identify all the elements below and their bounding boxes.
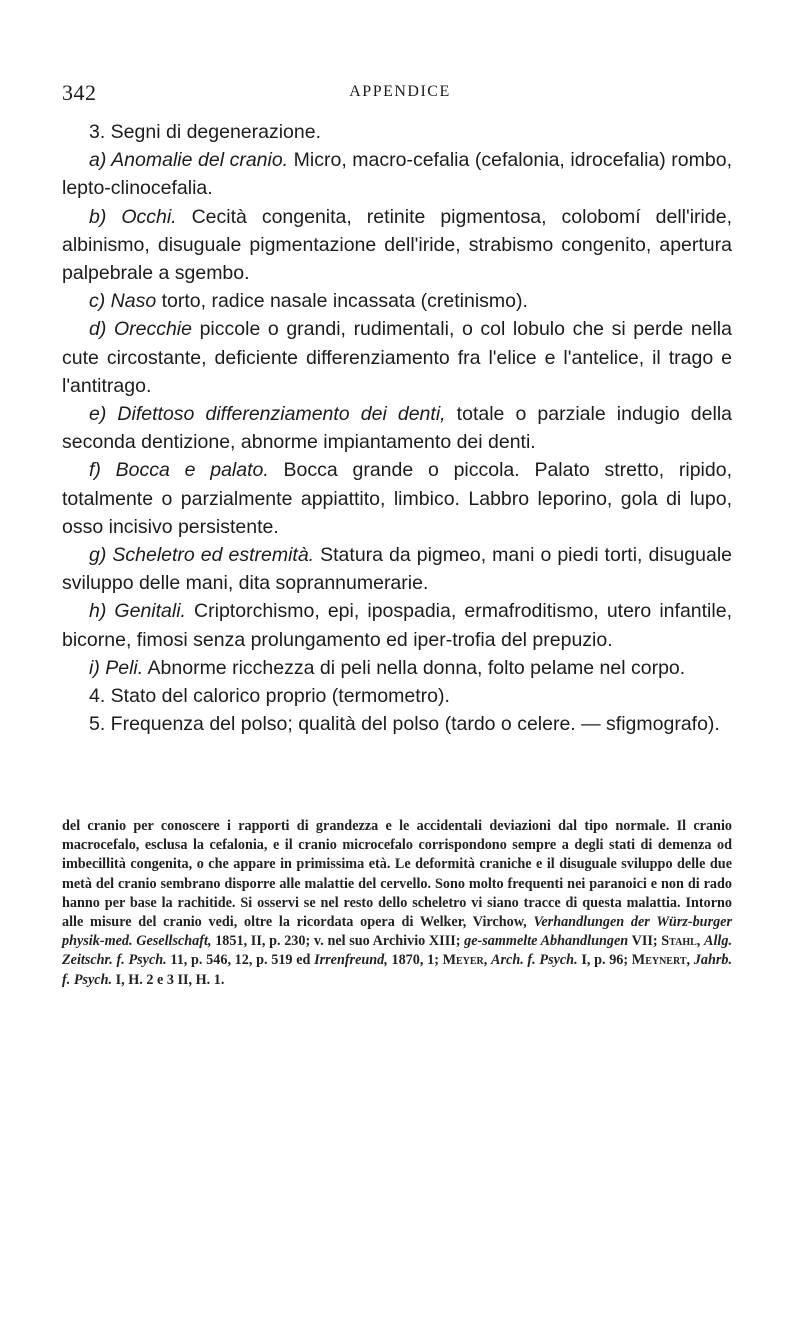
item-text: Micro, macro-cefalia (cefalonia, idrocefalia) rombo, lepto-clinocefalia. [62,149,732,200]
item-label: h) Genitali. [89,600,186,623]
item-label: e) Difettoso differenziamento dei denti, [89,403,446,426]
footnote-work-title: Jahrb. f. Psych. [62,952,732,988]
footnote-work-title: Allg. Zeitschr. f. Psych. [62,933,733,969]
item-text: piccole o grandi, rudimentali, o col lobulo che si perde nella cute circostante, deficiente differenziamento fra l'elice e l'antelice, il trago e l'antitrago. [62,318,732,397]
item-text: Statura da pigmeo, mani o piedi torti, disuguale sviluppo delle mani, dita soprannumerarie. [62,544,732,595]
item-text: Bocca grande o piccola. Palato stretto, ripido, totalmente o parzialmente appiattito, limbico. Labbro leporino, gola di lupo, osso incisivo persistente. [62,459,732,538]
footnote-text: , [483,952,492,969]
item-text: totale o parziale indugio della seconda dentizione, abnorme impiantamento dei denti. [62,403,732,454]
list-item [62,541,732,597]
item-text: Criptorchismo, epi, ipospadia, ermafroditismo, utero infantile, bicorne, fimosi senza prolungamento ed iper-trofia del prepuzio. [62,600,732,651]
list-item [62,597,732,653]
footnote-author: Meyer [442,952,484,969]
list-item [62,203,732,288]
page-header [0,80,800,110]
item-label: f) Bocca e palato. [89,459,269,482]
footnote-work-title: Irrenfreund, [314,952,388,969]
main-text [62,118,732,738]
numbered-item: 5. Frequenza del polso; qualità del polso (tardo o celere. — sfigmografo). [89,713,720,736]
item-label: d) Orecchie [89,318,192,341]
item-text: torto, radice nasale incassata (cretinismo). [156,290,528,313]
list-item [62,654,732,682]
footnote-text: 11, p. 546, 12, p. 519 ed [166,952,315,969]
section-heading: 3. Segni di degenerazione. [89,121,322,143]
list-item [62,400,732,456]
footnote-work-title: ge-sammelte Abhandlungen [464,933,629,950]
footnote-text: I, p. 96; [577,952,632,969]
item-label: g) Scheletro ed estremità. [89,544,315,567]
footnote [62,817,732,990]
item-label: a) Anomalie del cranio. [89,149,289,172]
footnote-author: Meynert [631,952,687,969]
footnote-text: 1851, II, p. 230; v. nel suo Archivio XIII; [211,933,465,950]
footnote-text: VII; [628,933,662,950]
footnote-author: Stahl [661,933,697,950]
footnote-work-title: Arch. f. Psych. [491,952,578,969]
footnote-work-title: Verhandlungen der Würz-burger physik-med. Gesellschaft, [62,914,733,950]
list-item [62,287,732,315]
footnote-text: del cranio per conoscere i rapporti di grandezza e le accidentali deviazioni dal tipo normale. Il cranio macrocefalo, esclusa la cefalonia, e il cranio microcefalo corrispondono sempre a degli stati di demenza od imbecillità congenita, o che appare in primissima età. Le deformità craniche e il disuguale sviluppo delle due metà del cranio sembrano disporre alle malattie del cervello. Sono molto frequenti nei paranoici e non di rado hanno per base la rachitide. Si osservi se nel resto dello scheletro vi siano tracce di questa malattia. Intorno alle misure del cranio vedi, oltre la ricordata opera di Welker, Virchow, [62,818,732,931]
numbered-item: 4. Stato del calorico proprio (termometro). [89,685,450,708]
running-head: APPENDICE [349,83,451,100]
item-text: Cecità congenita, retinite pigmentosa, colobomí dell'iride, albinismo, disuguale pigmentazione dell'iride, strabismo congenito, apertura palpebrale a sgembo. [62,205,732,285]
footnote-text: 1870, 1; [387,952,443,969]
footnote-text: I, H. 2 e 3 II, H. 1. [112,971,225,988]
page-number: 342 [62,80,97,105]
footnote-text: , [696,933,705,950]
list-item [62,456,732,541]
item-label: i) Peli. [89,656,144,679]
item-text: Abnorme ricchezza di peli nella donna, folto pelame nel corpo. [143,656,686,679]
list-item [62,146,732,202]
footnote-text: , [686,952,694,969]
list-item [62,315,732,400]
item-label: c) Naso [89,290,157,313]
item-label: b) Occhi. [89,205,177,228]
